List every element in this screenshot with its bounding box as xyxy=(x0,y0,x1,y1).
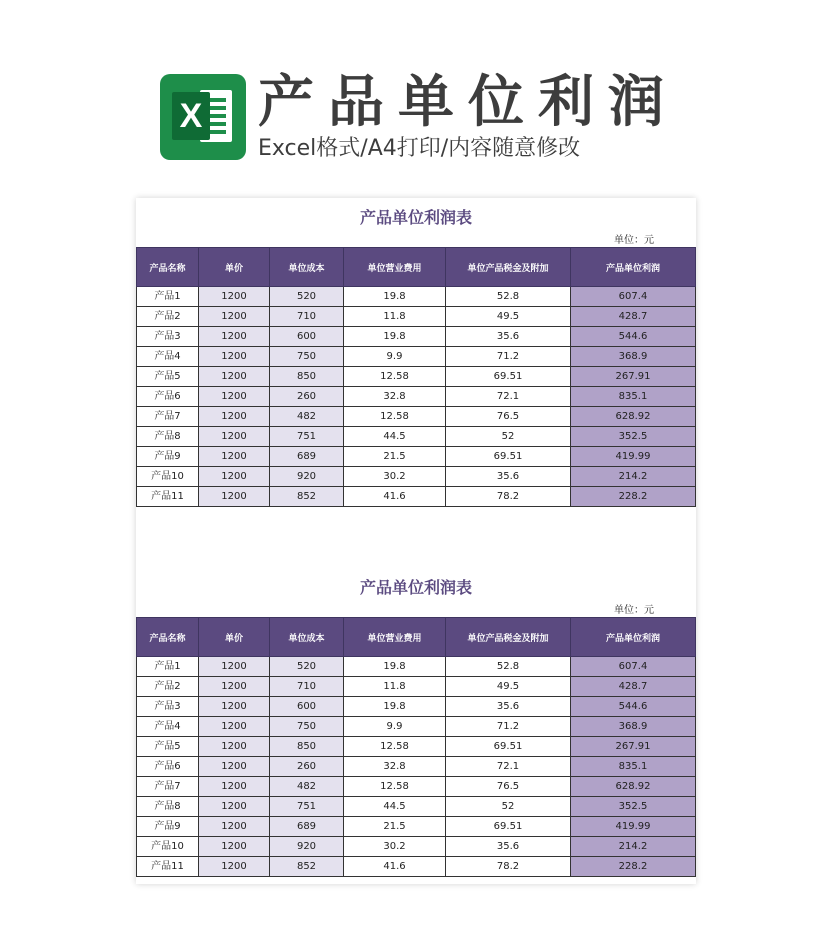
table-cell: 产品5 xyxy=(137,367,199,387)
table-cell: 428.7 xyxy=(571,307,696,327)
table-cell: 835.1 xyxy=(571,757,696,777)
table-row xyxy=(137,717,696,737)
table-cell: 1200 xyxy=(199,427,270,447)
table-cell: 44.5 xyxy=(344,427,446,447)
excel-icon xyxy=(160,74,246,160)
table-cell: 产品9 xyxy=(137,817,199,837)
table-cell: 1200 xyxy=(199,757,270,777)
table-cell: 12.58 xyxy=(344,777,446,797)
table-cell: 1200 xyxy=(199,837,270,857)
table-cell: 1200 xyxy=(199,777,270,797)
table-cell: 368.9 xyxy=(571,717,696,737)
table-cell: 41.6 xyxy=(344,857,446,877)
table-cell: 628.92 xyxy=(571,407,696,427)
table-cell: 428.7 xyxy=(571,677,696,697)
table-cell: 419.99 xyxy=(571,817,696,837)
column-header: 单位成本 xyxy=(270,618,344,657)
table-cell: 1200 xyxy=(199,347,270,367)
table-row xyxy=(137,837,696,857)
table-cell: 35.6 xyxy=(446,837,571,857)
table-cell: 76.5 xyxy=(446,777,571,797)
table-row xyxy=(137,387,696,407)
table-cell: 600 xyxy=(270,327,344,347)
table-cell: 52 xyxy=(446,797,571,817)
table-cell: 1200 xyxy=(199,327,270,347)
table-cell: 21.5 xyxy=(344,447,446,467)
table-cell: 214.2 xyxy=(571,837,696,857)
table-cell: 71.2 xyxy=(446,347,571,367)
table-row xyxy=(137,777,696,797)
table-cell: 30.2 xyxy=(344,467,446,487)
table-cell: 352.5 xyxy=(571,427,696,447)
table-cell: 产品10 xyxy=(137,837,199,857)
profit-table xyxy=(136,617,696,877)
table-row xyxy=(137,327,696,347)
table-cell: 产品4 xyxy=(137,717,199,737)
table-cell: 628.92 xyxy=(571,777,696,797)
table-cell: 11.8 xyxy=(344,307,446,327)
table-row xyxy=(137,857,696,877)
table-cell: 352.5 xyxy=(571,797,696,817)
table-cell: 750 xyxy=(270,717,344,737)
table-cell: 1200 xyxy=(199,307,270,327)
spreadsheet-preview xyxy=(136,198,696,884)
table-cell: 30.2 xyxy=(344,837,446,857)
table-cell: 9.9 xyxy=(344,717,446,737)
table-cell: 产品8 xyxy=(137,797,199,817)
table-cell: 850 xyxy=(270,367,344,387)
table-cell: 751 xyxy=(270,797,344,817)
table-cell: 1200 xyxy=(199,657,270,677)
table-cell: 41.6 xyxy=(344,487,446,507)
table-row xyxy=(137,367,696,387)
table-row xyxy=(137,467,696,487)
table-cell: 835.1 xyxy=(571,387,696,407)
table-cell: 1200 xyxy=(199,677,270,697)
table-title: 产品单位利润表 xyxy=(359,208,472,227)
table-cell: 607.4 xyxy=(571,287,696,307)
table-cell: 产品1 xyxy=(137,287,199,307)
table-cell: 482 xyxy=(270,777,344,797)
table-cell: 520 xyxy=(270,657,344,677)
table-cell: 607.4 xyxy=(571,657,696,677)
page-subtitle: Excel格式/A4打印/内容随意修改 xyxy=(258,136,581,161)
table-cell: 产品5 xyxy=(137,737,199,757)
table-cell: 72.1 xyxy=(446,387,571,407)
table-cell: 9.9 xyxy=(344,347,446,367)
table-cell: 21.5 xyxy=(344,817,446,837)
table-row xyxy=(137,757,696,777)
profit-table xyxy=(136,247,696,507)
table-cell: 260 xyxy=(270,757,344,777)
column-header: 产品名称 xyxy=(137,248,199,287)
table-cell: 228.2 xyxy=(571,487,696,507)
unit-label: 单位：元 xyxy=(614,605,654,616)
table-cell: 52.8 xyxy=(446,287,571,307)
table-row xyxy=(137,697,696,717)
table-cell: 产品4 xyxy=(137,347,199,367)
table-cell: 1200 xyxy=(199,447,270,467)
column-header: 单位产品税金及附加 xyxy=(446,248,571,287)
table-cell: 11.8 xyxy=(344,677,446,697)
table-cell: 852 xyxy=(270,487,344,507)
table-cell: 267.91 xyxy=(571,737,696,757)
table-body xyxy=(137,287,696,507)
table-cell: 12.58 xyxy=(344,367,446,387)
table-cell: 32.8 xyxy=(344,757,446,777)
table-cell: 520 xyxy=(270,287,344,307)
table-cell: 689 xyxy=(270,447,344,467)
table-cell: 产品9 xyxy=(137,447,199,467)
table-row xyxy=(137,797,696,817)
table-cell: 214.2 xyxy=(571,467,696,487)
table-cell: 1200 xyxy=(199,817,270,837)
table-cell: 852 xyxy=(270,857,344,877)
table-cell: 544.6 xyxy=(571,327,696,347)
table-cell: 35.6 xyxy=(446,467,571,487)
column-header: 单价 xyxy=(199,248,270,287)
table-cell: 产品2 xyxy=(137,677,199,697)
table-cell: 419.99 xyxy=(571,447,696,467)
table-header-row xyxy=(137,618,696,657)
table-cell: 产品6 xyxy=(137,387,199,407)
table-row xyxy=(137,427,696,447)
table-cell: 69.51 xyxy=(446,447,571,467)
table-cell: 32.8 xyxy=(344,387,446,407)
table-cell: 19.8 xyxy=(344,287,446,307)
table-cell: 751 xyxy=(270,427,344,447)
table-cell: 78.2 xyxy=(446,857,571,877)
column-header: 产品单位利润 xyxy=(571,618,696,657)
page-header xyxy=(160,72,720,168)
table-cell: 69.51 xyxy=(446,737,571,757)
table-cell: 1200 xyxy=(199,697,270,717)
column-header: 单价 xyxy=(199,618,270,657)
table-cell: 267.91 xyxy=(571,367,696,387)
table-cell: 69.51 xyxy=(446,367,571,387)
table-cell: 52 xyxy=(446,427,571,447)
table-cell: 1200 xyxy=(199,387,270,407)
table-cell: 1200 xyxy=(199,467,270,487)
table-cell: 482 xyxy=(270,407,344,427)
table-cell: 产品1 xyxy=(137,657,199,677)
table-cell: 1200 xyxy=(199,857,270,877)
column-header: 单位成本 xyxy=(270,248,344,287)
table-cell: 产品8 xyxy=(137,427,199,447)
table-cell: 1200 xyxy=(199,717,270,737)
table-cell: 产品6 xyxy=(137,757,199,777)
table-cell: 71.2 xyxy=(446,717,571,737)
table-row xyxy=(137,487,696,507)
table-cell: 35.6 xyxy=(446,327,571,347)
table-cell: 260 xyxy=(270,387,344,407)
table-cell: 750 xyxy=(270,347,344,367)
table-cell: 产品2 xyxy=(137,307,199,327)
table-cell: 12.58 xyxy=(344,737,446,757)
column-header: 单位营业费用 xyxy=(344,618,446,657)
table-cell: 产品7 xyxy=(137,777,199,797)
table-cell: 1200 xyxy=(199,287,270,307)
table-cell: 产品11 xyxy=(137,487,199,507)
table-cell: 49.5 xyxy=(446,307,571,327)
table-cell: 689 xyxy=(270,817,344,837)
table-cell: 600 xyxy=(270,697,344,717)
table-row xyxy=(137,307,696,327)
table-cell: 368.9 xyxy=(571,347,696,367)
table-cell: 72.1 xyxy=(446,757,571,777)
table-cell: 35.6 xyxy=(446,697,571,717)
table-cell: 19.8 xyxy=(344,327,446,347)
table-cell: 920 xyxy=(270,837,344,857)
table-cell: 544.6 xyxy=(571,697,696,717)
table-cell: 78.2 xyxy=(446,487,571,507)
column-header: 单位营业费用 xyxy=(344,248,446,287)
table-cell: 1200 xyxy=(199,367,270,387)
table-cell: 12.58 xyxy=(344,407,446,427)
table-row xyxy=(137,287,696,307)
table-cell: 1200 xyxy=(199,407,270,427)
table-row xyxy=(137,347,696,367)
table-cell: 产品10 xyxy=(137,467,199,487)
table-cell: 产品3 xyxy=(137,697,199,717)
table-cell: 1200 xyxy=(199,487,270,507)
table-row xyxy=(137,657,696,677)
table-cell: 1200 xyxy=(199,737,270,757)
table-body xyxy=(137,657,696,877)
table-row xyxy=(137,677,696,697)
table-cell: 710 xyxy=(270,307,344,327)
table-title: 产品单位利润表 xyxy=(359,578,472,597)
table-cell: 19.8 xyxy=(344,657,446,677)
excel-letter: X xyxy=(172,92,210,140)
table-cell: 产品7 xyxy=(137,407,199,427)
table-row xyxy=(137,407,696,427)
table-cell: 76.5 xyxy=(446,407,571,427)
table-row xyxy=(137,447,696,467)
table-cell: 44.5 xyxy=(344,797,446,817)
table-cell: 228.2 xyxy=(571,857,696,877)
column-header: 产品名称 xyxy=(137,618,199,657)
table-cell: 产品11 xyxy=(137,857,199,877)
table-cell: 52.8 xyxy=(446,657,571,677)
table-cell: 产品3 xyxy=(137,327,199,347)
table-cell: 920 xyxy=(270,467,344,487)
table-cell: 710 xyxy=(270,677,344,697)
table-cell: 69.51 xyxy=(446,817,571,837)
table-row xyxy=(137,737,696,757)
page-title: 产品单位利润 xyxy=(258,70,678,135)
column-header: 单位产品税金及附加 xyxy=(446,618,571,657)
table-header-row xyxy=(137,248,696,287)
table-row xyxy=(137,817,696,837)
table-cell: 850 xyxy=(270,737,344,757)
table-cell: 19.8 xyxy=(344,697,446,717)
column-header: 产品单位利润 xyxy=(571,248,696,287)
table-cell: 1200 xyxy=(199,797,270,817)
table-cell: 49.5 xyxy=(446,677,571,697)
unit-label: 单位：元 xyxy=(614,235,654,246)
